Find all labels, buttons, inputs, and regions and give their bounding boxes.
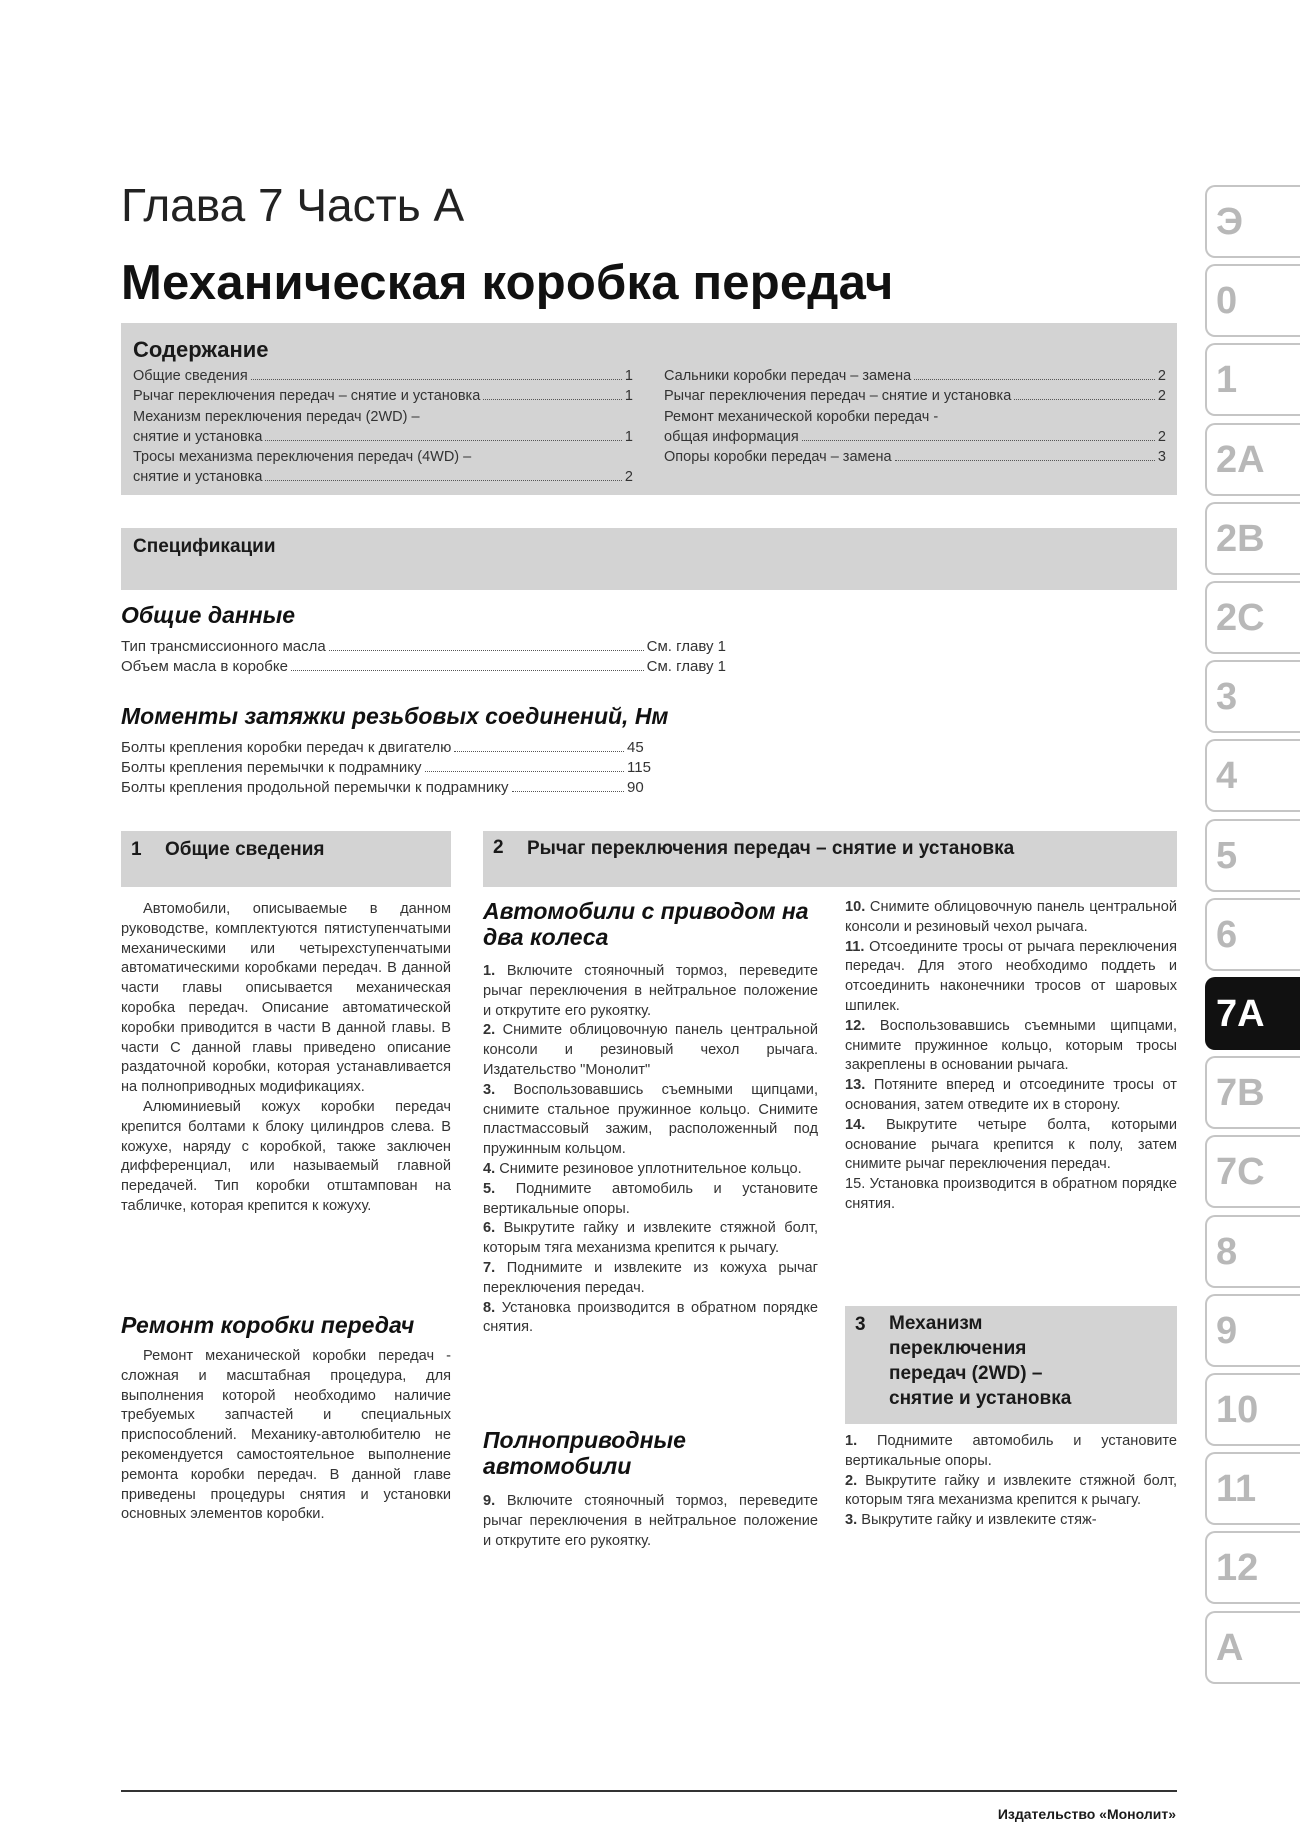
toc-entry[interactable]: общая информация 2: [664, 428, 1166, 445]
toc-entry[interactable]: Ремонт механической коробки передач -: [664, 408, 939, 425]
spec-row: Болты крепления продольной перемычки к подрамнику 90: [121, 779, 644, 796]
chapter-tab-7a[interactable]: [1205, 977, 1300, 1050]
specifications-box: [121, 528, 1177, 590]
chapter-tab-4[interactable]: [1205, 739, 1300, 812]
toc-entry[interactable]: Общие сведения 1: [133, 368, 633, 384]
chapter-tab-label: 0: [1216, 280, 1238, 323]
chapter-tab-label: 8: [1216, 1230, 1238, 1273]
rwd-heading: Автомобили с приводом на два колеса: [483, 898, 809, 950]
section-3-steps: [845, 1432, 1177, 1531]
toc-entry[interactable]: Рычаг переключения передач – снятие и установка 2: [664, 388, 1166, 405]
chapter-tab-2b[interactable]: [1205, 502, 1300, 575]
step: 3. Воспользовавшись съемными щипцами, снимите стальное пружинное кольцо. Снимите пластмассовый зажим, расположенный под пружинным кольцом.: [483, 1081, 818, 1158]
chapter-tab-6[interactable]: [1205, 898, 1300, 971]
repair-body: [121, 1347, 451, 1525]
step: 7. Поднимите и извлеките из кожуха рычаг переключения передач.: [483, 1259, 818, 1296]
chapter-tab-label: 1: [1216, 359, 1238, 402]
contents-heading: Содержание: [133, 337, 269, 362]
chapter-tab-8[interactable]: [1205, 1215, 1300, 1288]
chapter-tab-label: A: [1216, 1626, 1244, 1669]
section-1-title: Общие сведения: [165, 839, 325, 860]
toc-entry[interactable]: Рычаг переключения передач – снятие и установка 1: [133, 388, 633, 405]
paragraph: Алюминиевый кожух коробки передач крепится болтами к блоку цилиндров слева. В кожухе, наряду с коробкой, также заключен дифференциал, или называемый главной передачей. Тип коробки отштампован на табличке, которая крепится к кожуху.: [121, 1098, 451, 1214]
chapter-tab-5[interactable]: [1205, 819, 1300, 892]
chapter-tab-7b[interactable]: [1205, 1056, 1300, 1129]
specifications-heading: Спецификации: [133, 536, 276, 557]
chapter-tab-1[interactable]: [1205, 343, 1300, 416]
toc-entry[interactable]: Опоры коробки передач – замена 3: [664, 449, 1166, 466]
spec-row: Болты крепления перемычки к подрамнику 115: [121, 759, 651, 776]
chapter-tab-label: 4: [1216, 755, 1238, 798]
step: 12. Воспользовавшись съемными щипцами, снимите пружинное кольцо, которым тросы закреплены в основании рычага.: [845, 1017, 1178, 1074]
chapter-tab-label: 3: [1216, 676, 1238, 719]
step: 4. Снимите резиновое уплотнительное кольцо.: [483, 1160, 802, 1177]
footer-divider: [121, 1790, 1177, 1792]
chapter-tab-10[interactable]: [1205, 1373, 1300, 1446]
section-3-number: 3: [855, 1314, 866, 1335]
section-2-title: Рычаг переключения передач – снятие и установка: [527, 838, 1015, 859]
chapter-tab-label: 2A: [1216, 438, 1265, 481]
chapter-tab-0[interactable]: [1205, 264, 1300, 337]
contents-right-column: [664, 366, 1166, 467]
torque-heading: Моменты затяжки резьбовых соединений, Нм: [121, 703, 669, 729]
step: 6. Выкрутите гайку и извлеките стяжной болт, которым тяга механизма крепится к рычагу.: [483, 1220, 818, 1257]
step: 14. Выкрутите четыре болта, которыми основание рычага крепится к полу, затем снимите рычаг переключения передач.: [845, 1116, 1177, 1173]
step: 9. Включите стояночный тормоз, переведите рычаг переключения в нейтральное положение и открутите его рукоятку.: [483, 1493, 818, 1549]
chapter-tab-12[interactable]: [1205, 1531, 1300, 1604]
toc-entry[interactable]: Тросы механизма переключения передач (4WD) –: [133, 449, 472, 466]
step: 3. Выкрутите гайку и извлеките стяж-: [845, 1512, 1097, 1529]
toc-entry[interactable]: снятие и установка 2: [133, 469, 633, 486]
step: 11. Отсоедините тросы от рычага переключения передач. Для этого необходимо поддеть и отсоединить наконечники тросов от шаровых шпилек.: [845, 938, 1177, 1014]
step: 2. Снимите облицовочную панель центральной консоли и резиновый чехол рычага. Издательство "Монолит": [483, 1022, 818, 1078]
step: 10. Снимите облицовочную панель центральной консоли и резиновый чехол рычага.: [845, 899, 1177, 935]
spec-row: Тип трансмиссионного масла См. главу 1: [121, 638, 726, 655]
chapter-tab-9[interactable]: [1205, 1294, 1300, 1367]
step: 1. Поднимите автомобиль и установите вертикальные опоры.: [845, 1433, 1177, 1469]
general-data-heading: Общие данные: [121, 602, 296, 628]
chapter-tab-label: 6: [1216, 913, 1238, 956]
chapter-tab-label: 7B: [1216, 1072, 1265, 1115]
chapter-tab-2a[interactable]: [1205, 423, 1300, 496]
torque-list: [121, 738, 663, 798]
section-2-number: 2: [493, 837, 504, 858]
chapter-tab-label: 5: [1216, 834, 1238, 877]
chapter-tab-label: 7C: [1216, 1151, 1265, 1194]
chapter-tab-a[interactable]: [1205, 1611, 1300, 1684]
contents-left-column: [133, 366, 633, 488]
chapter-tab-label: 10: [1216, 1389, 1259, 1431]
spec-row: Объем масла в коробке См. главу 1: [121, 658, 726, 675]
page-title: Механическая коробка передач: [121, 256, 894, 310]
awd-heading: Полноприводные автомобили: [483, 1427, 686, 1479]
chapter-tab-label: 12: [1216, 1547, 1259, 1590]
step: 5. Поднимите автомобиль и установите вертикальные опоры.: [483, 1180, 818, 1217]
step: 8. Установка производится в обратном порядке снятия.: [483, 1299, 818, 1336]
paragraph: Ремонт механической коробки передач - сложная и масштабная процедура, для выполнения которой необходимо наличие требуемых запчастей и специальных приспособлений. Механику-автолюбителю не рекомендуется самостоятельное выполнение ремонта коробки передач. В данной главе приведены процедуры снятия и установки основных элементов коробки.: [121, 1348, 451, 1523]
chapter-tab-7c[interactable]: [1205, 1135, 1300, 1208]
chapter-label: Глава 7 Часть А: [121, 179, 465, 231]
chapter-tab-11[interactable]: [1205, 1452, 1300, 1525]
chapter-tab-label: Э: [1216, 201, 1244, 243]
awd-steps: [483, 1492, 818, 1551]
footer-publisher: Издательство «Монолит»: [997, 1806, 1176, 1822]
chapter-tab-label: 2B: [1216, 517, 1265, 560]
toc-entry[interactable]: Механизм переключения передач (2WD) –: [133, 408, 420, 425]
paragraph: Автомобили, описываемые в данном руководстве, комплектуются пятиступенчатыми механическими или четырехступенчатыми автоматическими коробками передач. В данной части главы описывается механическая коробка передач. Описание автоматической коробки приводится в части В данной главы. В части С данной главы приведено описание раздаточной коробки, которая устанавливается на полноприводных модификациях.: [121, 901, 451, 1096]
section-1-body: [121, 900, 451, 1217]
section-2-continued: [845, 898, 1177, 1215]
toc-entry[interactable]: снятие и установка 1: [133, 428, 633, 445]
section-1-number: 1: [131, 839, 142, 860]
chapter-tab-label: 9: [1216, 1309, 1238, 1352]
toc-entry[interactable]: Сальники коробки передач – замена 2: [664, 368, 1166, 384]
chapter-tab-э[interactable]: [1205, 185, 1300, 258]
step: 13. Потяните вперед и отсоедините тросы от основания, затем отведите их в сторону.: [845, 1077, 1177, 1113]
chapter-tab-3[interactable]: [1205, 660, 1300, 733]
general-data-list: [121, 637, 726, 677]
rwd-steps: [483, 962, 818, 1338]
step: 1. Включите стояночный тормоз, переведите рычаг переключения в нейтральное положение и открутите его рукоятку.: [483, 963, 818, 1019]
chapter-tab-label: 11: [1216, 1468, 1257, 1511]
repair-heading: Ремонт коробки передач: [121, 1312, 415, 1338]
chapter-tab-label: 7A: [1216, 993, 1265, 1035]
spec-row: Болты крепления коробки передач к двигателю 45: [121, 739, 644, 756]
step: 2. Выкрутите гайку и извлеките стяжной болт, которым тяга механизма крепится к рычагу.: [845, 1472, 1177, 1509]
step: 15. Установка производится в обратном порядке снятия.: [845, 1176, 1177, 1212]
chapter-tab-label: 2C: [1216, 597, 1265, 639]
section-3-title: Механизм переключения передач (2WD) – снятие и установка: [889, 1313, 1072, 1409]
chapter-tab-2c[interactable]: [1205, 581, 1300, 654]
